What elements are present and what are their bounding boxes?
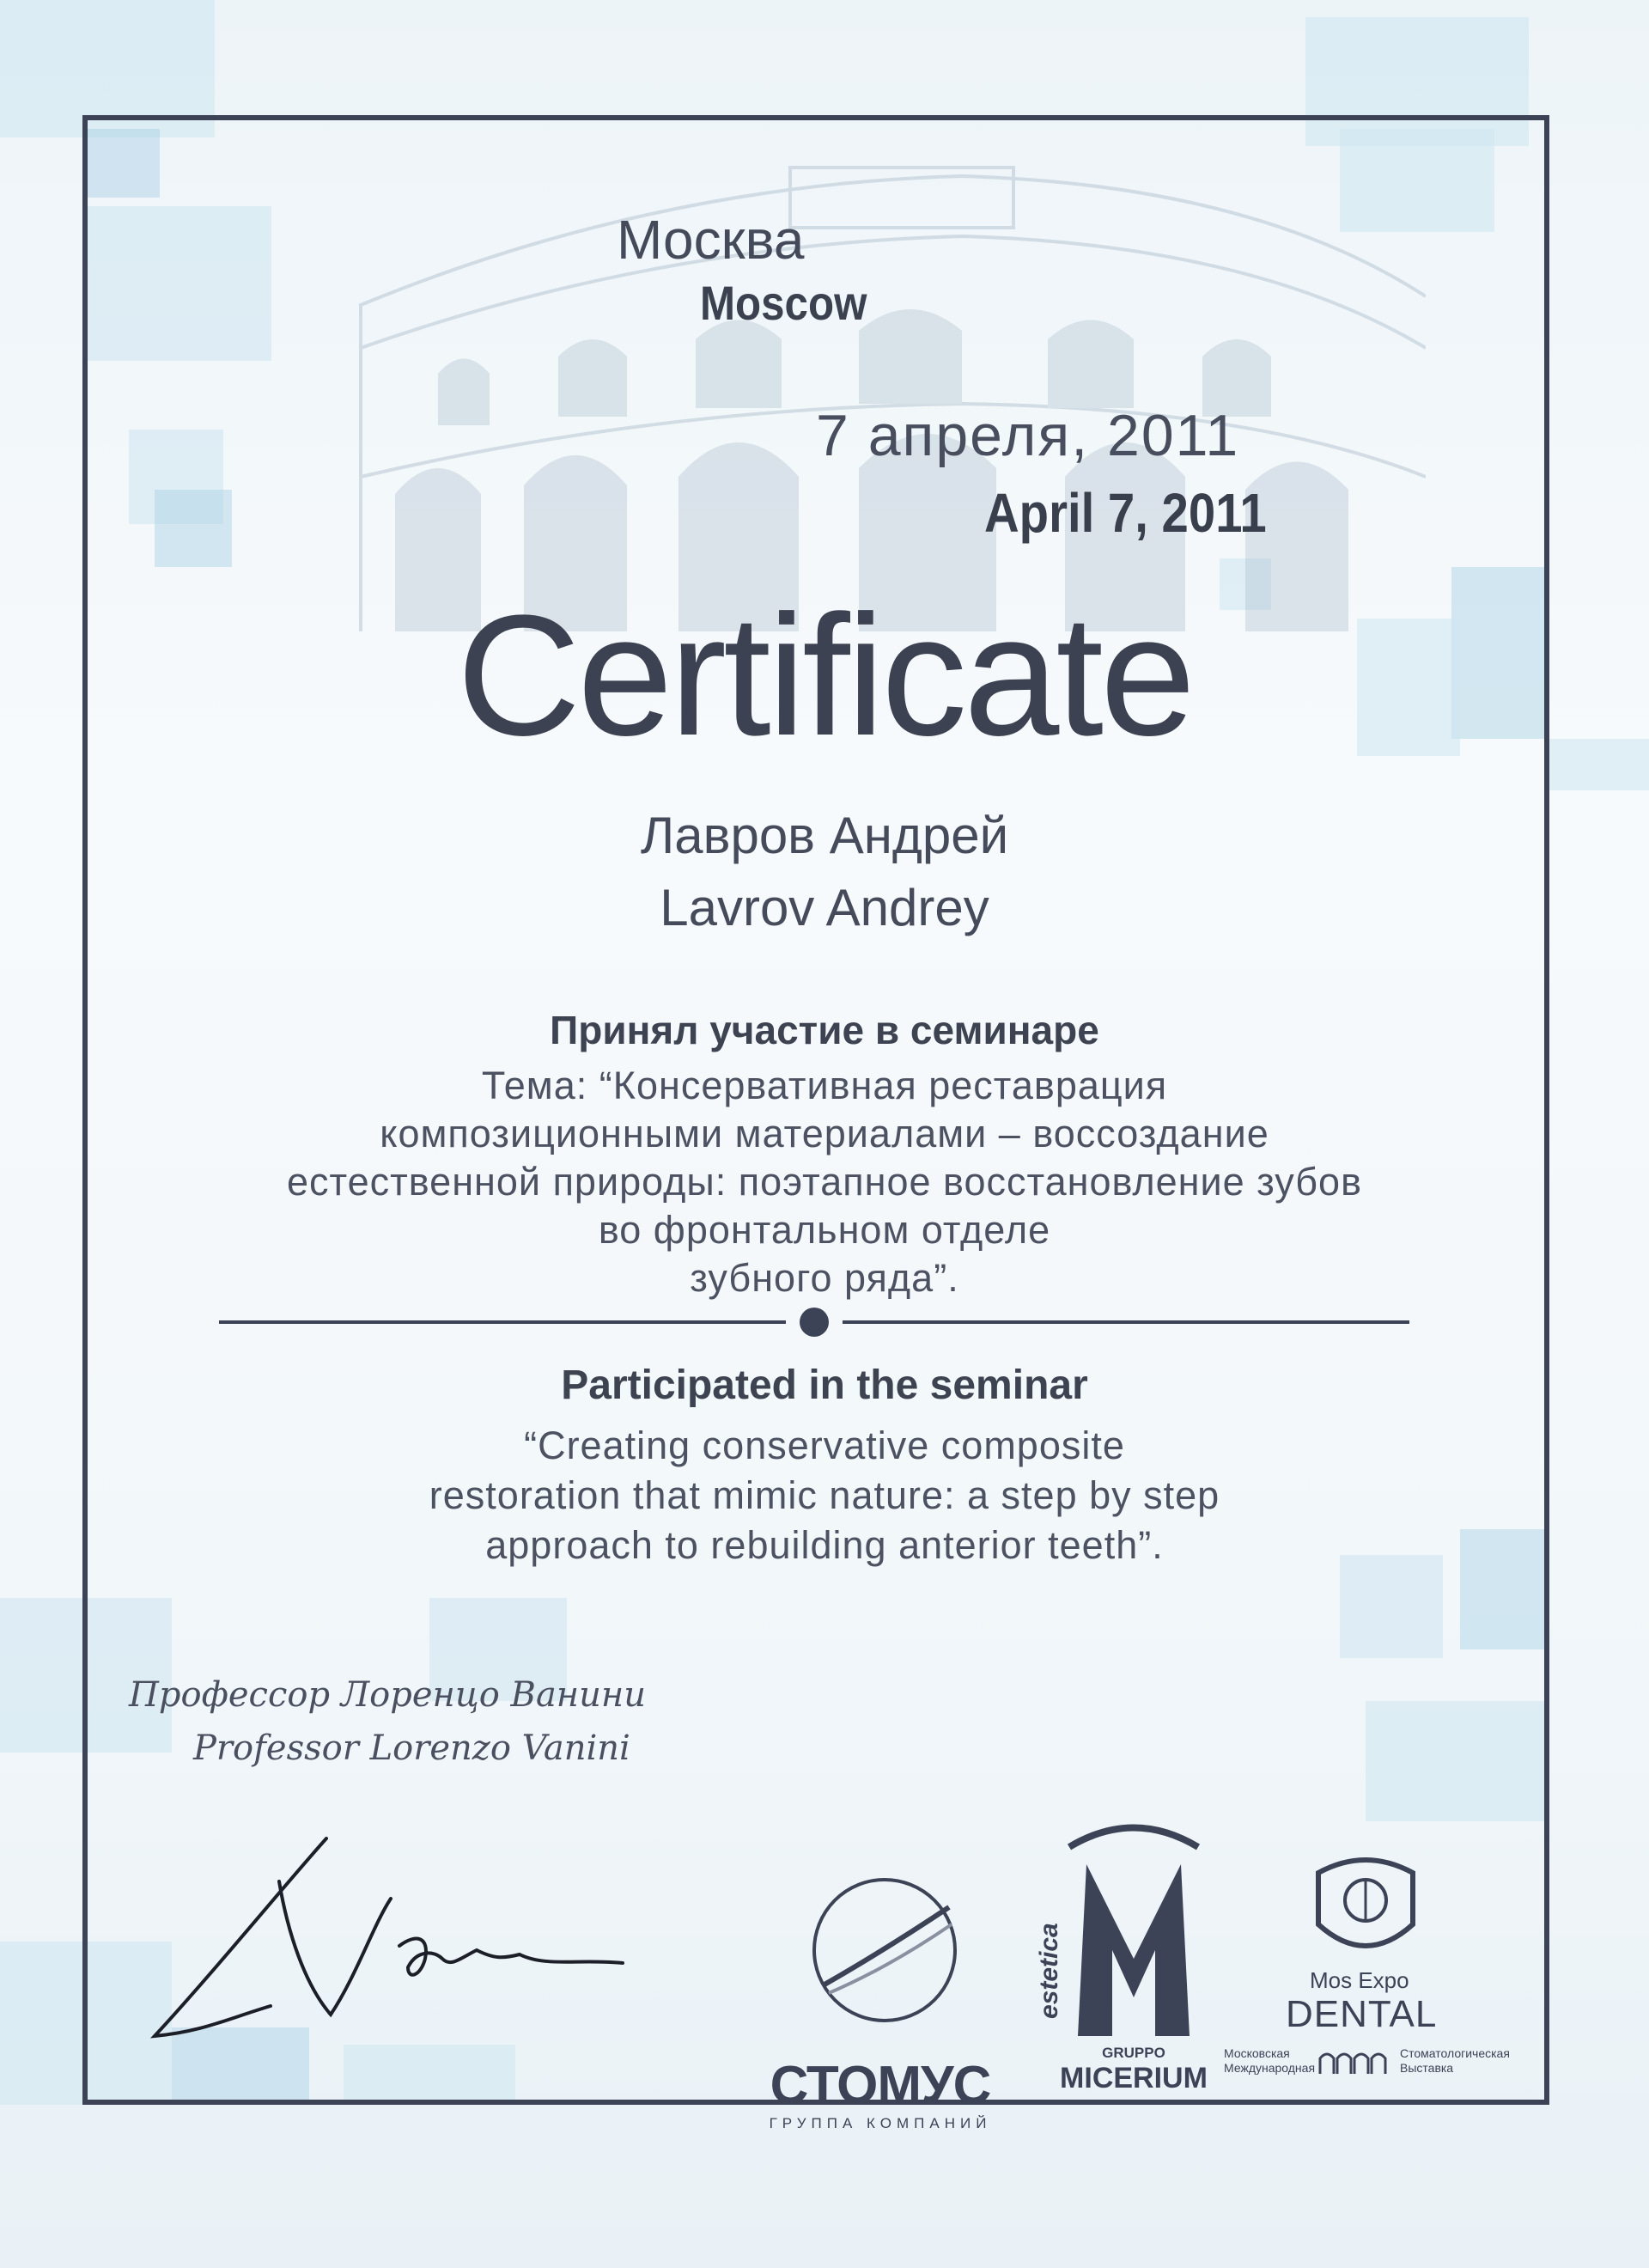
topic-line: Тема: “Консервативная реставрация [481,1064,1168,1107]
recipient-name-russian: Лавров Андрей [640,807,1009,864]
topic-line: композиционными материалами – воссоздание [380,1112,1269,1155]
arches-icon [1318,2046,1396,2076]
topic-line: approach to rebuilding anterior teeth”. [485,1523,1164,1567]
certificate-title: Certificate [456,580,1193,771]
signatory-name-english: Professor Lorenzo Vanini [193,1728,630,1768]
handwritten-signature [133,1830,631,2053]
divider-line [843,1320,1409,1324]
stomus-logo [756,1856,1005,2139]
stomus-name: СТОМУС [770,2056,991,2115]
mosexpo-small-text: Mos Expo [1310,1967,1409,1993]
divider-dot [800,1308,829,1337]
topic-line: естественной природы: поэтапное восстановление зубов [287,1160,1362,1204]
mosexpo-dental-logo [1224,1847,1510,2105]
date-english: April 7, 2011 [984,482,1267,544]
stomus-subtitle: ГРУППА КОМПАНИЙ [769,2115,992,2131]
mosexpo-left-text: Московская Международная [1224,2046,1316,2075]
city-english: Moscow [700,276,867,330]
city-russian: Москва [617,209,805,271]
tooth-emblem-icon [1224,1847,1507,1967]
topic-line: “Creating conservative composite [524,1424,1125,1467]
mosexpo-dental-text: DENTAL [1286,1993,1438,2035]
micerium-gruppo: GRUPPO [1102,2045,1165,2061]
mosexpo-right-text: Стоматологическая Выставка [1400,2046,1510,2075]
date-russian: 7 апреля, 2011 [816,403,1240,468]
seminar-heading-english: Participated in the seminar [561,1363,1088,1408]
micerium-logo [1035,1813,1232,2139]
seminar-topic-english [0,1421,1649,1570]
topic-line: зубного ряда”. [690,1256,959,1300]
micerium-estetica: estetica [1035,1923,1063,2019]
recipient-name-english: Lavrov Andrey [660,879,989,936]
section-divider [219,1320,1409,1324]
seminar-heading-russian: Принял участие в семинаре [550,1008,1099,1052]
topic-line: restoration that mimic nature: a step by step [429,1473,1220,1517]
divider-line [219,1320,786,1324]
seminar-topic-russian [0,1062,1649,1302]
signatory-name-russian: Профессор Лоренцо Ванини [129,1675,647,1715]
topic-line: во фронтальном отделе [598,1208,1051,1252]
micerium-m-icon [1035,1813,1232,2045]
stomus-sphere-icon [756,1856,1005,2053]
micerium-name: MICERIUM [1060,2062,1208,2094]
